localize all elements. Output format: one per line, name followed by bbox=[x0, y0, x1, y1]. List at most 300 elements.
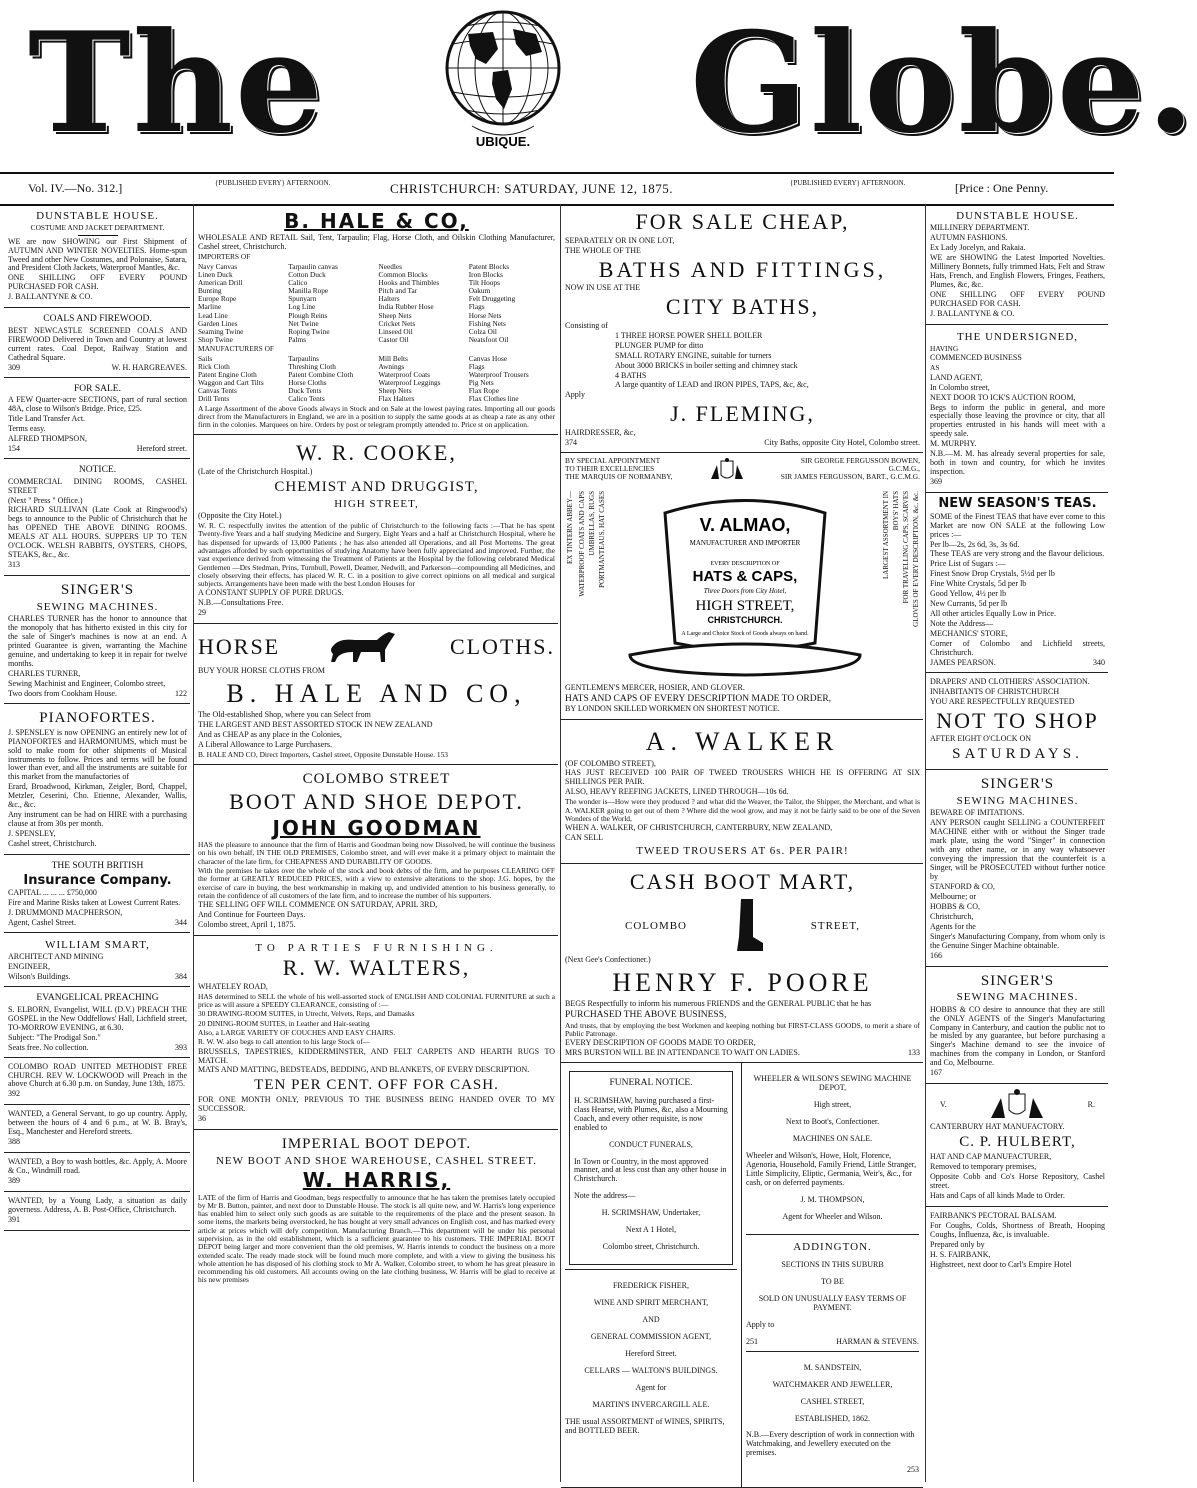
ad-wheeler-wilson bbox=[746, 1075, 919, 1234]
ad-offer: ONE SHILLING OFF EVERY POUND PURCHASED FOR CASH. bbox=[8, 273, 187, 292]
ad-heading: SINGER'S bbox=[980, 972, 1055, 989]
list-item: Mill Belts bbox=[378, 353, 408, 363]
ad-cooke bbox=[194, 435, 558, 624]
ad-body: WANTED, a General Servant, to go up country. Apply, between the hours of 4 and 6 p.m., at W. B. Bray's, Esq., Manchester and Hereford streets. bbox=[8, 1109, 187, 1137]
ad-line: G.C.M.G., bbox=[888, 464, 920, 474]
list-item: Linen Duck bbox=[198, 269, 233, 279]
ad-line: 30 DRAWING-ROOM SUITES, in Utrecht, Velvets, Reps, and Damasks bbox=[198, 1009, 415, 1019]
ad-line: Terms easy. bbox=[8, 424, 46, 434]
masthead bbox=[0, 0, 1197, 175]
list-item: Castor Oil bbox=[378, 335, 409, 345]
ad-line: In Colombo street, bbox=[930, 382, 990, 392]
ad-line: THE MARQUIS OF NORMANBY, bbox=[565, 472, 673, 482]
ad-line: Note the Address— bbox=[930, 619, 994, 629]
ad-line: A Liberal Allowance to Large Purchasers. bbox=[198, 740, 333, 750]
ad-body: RICHARD SULLIVAN (Late Cook at Ringwood's) begs to announce to the Public of Christchurch that he has OPENED THE ABOVE DINING ROOMS. MEALS AT ALL HOURS. SUPPERS UP TO TEN O'CLOCK. WELSH RABBITS, OYSTERS, CHOPS, STEAKS, &c., &c. bbox=[8, 505, 187, 560]
ad-signature: H. S. FAIRBANK, bbox=[930, 1249, 991, 1259]
ad-number: 344 bbox=[175, 918, 187, 928]
importers-list bbox=[198, 263, 555, 345]
ad-line: Colombo street, Christchurch. bbox=[602, 1242, 700, 1252]
hat-line: Three Doors from City Hotel, bbox=[703, 586, 787, 595]
ad-line: BY LONDON SKILLED WORKMEN ON SHORTEST NOTICE. bbox=[565, 704, 780, 714]
list-item: Cricket Nets bbox=[378, 318, 416, 328]
ad-line: AS bbox=[930, 363, 940, 373]
ad-line: Seats free. No collection. bbox=[8, 1042, 89, 1052]
ad-line: Good Yellow, 4½ per lb bbox=[930, 589, 1007, 599]
price: [Price : One Penny. bbox=[955, 181, 1049, 195]
ad-heading: W. R. COOKE, bbox=[296, 440, 457, 466]
ad-body: BEST NEWCASTLE SCREENED COALS AND FIREWOOD Delivered in Town and Country at lowest current rates. Coal Depot, Railway Station and Cathedral Square. bbox=[8, 325, 187, 362]
ad-line: Colombo street, April 1, 1875. bbox=[198, 920, 296, 930]
ad-line: (Next " Press " Office.) bbox=[8, 495, 83, 505]
ad-body: WHOLESALE AND RETAIL Sail, Tent, Tarpaulin; Flag, Horse Cloth, and Oilskin Clothing Manufacturer, Cashel street, Christchurch. bbox=[198, 233, 555, 252]
side-text: LARGEST ASSORTMENT IN bbox=[882, 490, 890, 579]
list-item: Flax Halters bbox=[378, 394, 415, 404]
list-item: Horse Cloths bbox=[288, 378, 327, 388]
list-item: Oakum bbox=[468, 286, 491, 296]
ad-line: Christchurch, bbox=[930, 911, 974, 921]
ad-number: 309 bbox=[8, 362, 20, 372]
ad-line: CELLARS — WALTON'S BUILDINGS. bbox=[584, 1365, 718, 1375]
ad-line: Prepared only by bbox=[930, 1239, 985, 1249]
list-item: Tarpaulin canvas bbox=[288, 261, 338, 271]
ad-wanted-governess bbox=[4, 1192, 190, 1231]
ad-line: 1 THREE HORSE POWER SHELL BOILER bbox=[615, 330, 763, 340]
manufacturers-list bbox=[198, 355, 555, 404]
ad-signature: J. FLEMING, bbox=[670, 401, 815, 427]
list-item: Fishing Nets bbox=[468, 318, 506, 328]
ad-number: 166 bbox=[930, 950, 942, 960]
ad-line: A large quantity of LEAD and IRON PIPES, TAPS, &c, &c, bbox=[615, 380, 809, 390]
ad-signature: H. SCRIMSHAW, Undertaker, bbox=[601, 1208, 701, 1218]
ad-line: B. HALE AND CO, Direct Importers, Cashel street, Opposite Dunstable House. 153 bbox=[198, 750, 449, 760]
ad-line: Price List of Sugars :— bbox=[930, 559, 1006, 569]
ad-heading: COALS AND FIREWOOD. bbox=[43, 314, 152, 325]
ad-notice-dining bbox=[4, 459, 190, 576]
ad-title: R. W. WALTERS, bbox=[282, 955, 471, 981]
ad-line: SIR JAMES FERGUSSON, BART., G.C.M.G. bbox=[780, 472, 920, 482]
ad-line: TO THEIR EXCELLENCIES bbox=[565, 464, 655, 474]
ad-city-baths bbox=[561, 204, 923, 453]
ad-heading: WHEELER & WILSON'S SEWING MACHINE DEPOT, bbox=[753, 1074, 912, 1093]
ad-name: JOHN GOODMAN bbox=[272, 815, 481, 840]
masthead-title-left: The bbox=[28, 1, 325, 164]
ad-address: Opposite Cobb and Co's Horse Repository, Cashel street. bbox=[930, 1171, 1105, 1190]
ad-number: 393 bbox=[175, 1042, 187, 1052]
ad-line: 20 DINING-ROOM SUITES, in Leather and Hair-seating bbox=[198, 1018, 370, 1028]
ad-heading: HORSE bbox=[198, 633, 281, 659]
ad-line: HATS AND CAPS OF EVERY DESCRIPTION MADE TO ORDER, bbox=[565, 693, 832, 704]
list-item: Tarpaulins bbox=[288, 353, 319, 363]
ad-number: 154 bbox=[8, 444, 20, 454]
ad-body: And trusts, that by employing the best Workmen and keeping nothing but FIRST-CLASS GOODS, to merit a share of Public Patronage. bbox=[565, 1020, 920, 1038]
list-item: Pitch and Tar bbox=[378, 286, 418, 296]
ad-line: (Next Gee's Confectioner.) bbox=[565, 955, 651, 965]
ad-heading: A. WALKER bbox=[645, 727, 840, 757]
ad-line: BRUSSELS, TAPESTRIES, KIDDERMINSTER, AND FELT CARPETS AND HEARTH RUGS TO MATCH. bbox=[198, 1046, 555, 1065]
ad-line: CAPITAL ... ... ... £750,000 bbox=[8, 888, 97, 898]
side-text: EX TINTERN ABBEY— bbox=[566, 490, 574, 564]
ad-subheading: GENERAL COMMISSION AGENT, bbox=[590, 1332, 712, 1342]
ad-boot-shoe-depot bbox=[194, 765, 558, 936]
ad-line: THE SELLING OFF WILL COMMENCE ON SATURDAY, APRIL 3RD, bbox=[198, 900, 438, 910]
ad-line: PURCHASED THE ABOVE BUSINESS, bbox=[565, 1010, 727, 1021]
ad-heading: THE SOUTH BRITISH bbox=[51, 861, 144, 872]
ad-line: New Currants, 5d per lb bbox=[930, 599, 1008, 609]
ad-number: 313 bbox=[8, 560, 20, 570]
publication-note-left: {PUBLISHED EVERY} AFTERNOON. bbox=[215, 179, 331, 187]
ad-signature: J. M. THOMPSON, bbox=[800, 1194, 865, 1204]
ad-heading: CLOTHS. bbox=[449, 633, 555, 659]
ad-line: PLUNGER PUMP for ditto bbox=[615, 340, 704, 350]
ad-line: R. bbox=[1087, 1099, 1095, 1109]
list-item: Waterproof Trousers bbox=[468, 369, 529, 379]
ad-number: 391 bbox=[8, 1214, 20, 1224]
list-item: Spunyarn bbox=[288, 294, 317, 304]
list-item: Horse Nets bbox=[468, 310, 502, 320]
horse-icon bbox=[325, 628, 405, 666]
ad-offer: TWEED TROUSERS AT 6s. PER PAIR! bbox=[636, 845, 849, 858]
list-item: Log Line bbox=[288, 302, 316, 312]
list-item: Flax Rope bbox=[468, 386, 499, 396]
ad-signature: W. H. HARGREAVES. bbox=[111, 362, 187, 372]
ad-colombo-church bbox=[4, 1058, 190, 1106]
ad-heading: ADDINGTON. bbox=[793, 1240, 872, 1253]
ad-body: WE are SHOWING the Latest Imported Novelties. Millinery Bonnets, fully trimmed Hats, Felt and Straw Hats, French, and English Flowers, Fringes, Feathers, Plumes, &c, &c. bbox=[930, 253, 1105, 290]
ad-line: (Late of the Christchurch Hospital.) bbox=[198, 467, 313, 477]
ad-line: Agent for bbox=[635, 1382, 667, 1392]
ad-line: Singer's Manufacturing Company, from whom only is the Genuine Singer Machine obtainable. bbox=[930, 931, 1105, 950]
ad-number: 29 bbox=[198, 608, 206, 618]
ad-subheading: SEWING MACHINES. bbox=[956, 991, 1079, 1004]
ad-subheading: HIGH STREET, bbox=[334, 497, 419, 510]
ad-line: CAN SELL bbox=[565, 833, 603, 843]
ad-pianofortes bbox=[4, 704, 190, 855]
ad-heading: FOR SALE CHEAP, bbox=[635, 209, 850, 234]
ad-heading: FAIRBANK'S PECTORAL BALSAM. bbox=[930, 1210, 1057, 1220]
ad-heading: DRAPERS' AND CLOTHIERS' ASSOCIATION. bbox=[930, 676, 1090, 686]
ad-line: Per lb—2s, 2s 6d, 3s, 3s 6d. bbox=[930, 539, 1020, 549]
ad-heading: SINGER'S bbox=[60, 582, 135, 599]
ad-address: City Baths, opposite City Hotel, Colombo street. bbox=[764, 437, 920, 447]
ad-sandstein bbox=[746, 1352, 919, 1476]
date-line: CHRISTCHURCH: SATURDAY, JUNE 12, 1875. bbox=[390, 181, 674, 196]
list-item: Waterproof Leggings bbox=[378, 378, 441, 388]
ad-evangelical bbox=[4, 987, 190, 1057]
ad-singer-beware bbox=[926, 770, 1108, 966]
ad-almao bbox=[561, 453, 923, 721]
ad-subheading: ARCHITECT AND MINING bbox=[8, 952, 104, 962]
ad-subheading: COSTUME AND JACKET DEPARTMENT. bbox=[30, 223, 165, 233]
ad-body: CHARLES TURNER has the honor to announce that the monopoly that has hitherto existed in this city for the sale of Singer's machines is now at an end. A printed Guarantee is given, warranting the Machine genuine, and undertaking to keep it in repair for twelve months. bbox=[8, 614, 187, 669]
ad-body: COLOMBO ROAD UNITED METHODIST FREE CHURCH. REV W. LOCKWOOD will Preach in the above Church at 6.30 p.m. on Sunday, June 13th, 1875. bbox=[8, 1061, 187, 1089]
royal-arms-icon bbox=[707, 457, 747, 483]
ad-line: SMALL ROTARY ENGINE, suitable for turners bbox=[615, 350, 772, 360]
ad-line: Ex Lady Jocelyn, and Rakaia. bbox=[930, 243, 1026, 253]
ad-title: BOOT AND SHOE DEPOT. bbox=[229, 789, 524, 815]
ad-body: In Town or Country, in the most approved manner, and at less cost than any other house in Christchurch. bbox=[574, 1156, 727, 1184]
list-item: Calico Tents bbox=[288, 394, 325, 404]
ad-subheading: COLOMBO bbox=[625, 919, 688, 932]
list-item: Needles bbox=[378, 261, 403, 271]
royal-arms-icon bbox=[987, 1088, 1047, 1122]
ad-heading: EVANGELICAL PREACHING bbox=[36, 993, 159, 1004]
ad-line: Consisting of bbox=[565, 320, 608, 330]
ad-funeral bbox=[561, 1063, 742, 1487]
ad-body: With the premises he takes over the whole of the stock and book debts of the firm, and he purposes CLEARING OFF the former at GREATLY REDUCED PRICES, with a view to extensive alterations to the shop. J.G. hopes, by the exercise of care in buying, the best workmanship in making up, and undivided attention to his business generally, to retain the confidence of all customers of the late firm, and to increase the number of his supporters. bbox=[198, 866, 555, 900]
ad-a-walker bbox=[561, 720, 923, 864]
ad-title: BATHS AND FITTINGS, bbox=[598, 256, 887, 282]
ad-line: 4 BATHS bbox=[615, 370, 647, 380]
ad-line: A CONSTANT SUPPLY OF PURE DRUGS. bbox=[198, 588, 344, 598]
list-item: Seaming Twine bbox=[198, 326, 244, 336]
ad-address: Cashel street, Christchurch. bbox=[8, 839, 97, 849]
volume-number: Vol. IV.—No. 312.] bbox=[28, 181, 123, 195]
list-item: Navy Canvas bbox=[198, 261, 238, 271]
list-item: Cotton Duck bbox=[288, 269, 326, 279]
side-text: PORTMANTEAUS, HAT CASES bbox=[598, 490, 606, 588]
ad-body: WANTED, a Boy to wash bottles, &c. Apply, A. Moore & Co., Windmill road. bbox=[8, 1157, 187, 1176]
ad-line: BY SPECIAL APPOINTMENT bbox=[565, 455, 661, 465]
ad-wanted-boy bbox=[4, 1153, 190, 1192]
ad-subheading: CANTERBURY HAT MANUFACTORY. bbox=[930, 1122, 1065, 1132]
ad-heading: FOR SALE. bbox=[74, 383, 121, 394]
ad-subheading: CHEMIST AND DRUGGIST, bbox=[274, 479, 479, 496]
ad-drapers bbox=[926, 673, 1108, 770]
ad-body: WANTED, by a Young Lady, a situation as daily governess. Address, A. B. Post-Office, Christchurch. bbox=[8, 1196, 187, 1215]
ad-fairbank bbox=[926, 1207, 1108, 1275]
ad-number: 167 bbox=[930, 1068, 942, 1078]
ad-subheading: ENGINEER, bbox=[8, 962, 50, 972]
ad-heading: FUNERAL NOTICE. bbox=[609, 1078, 693, 1089]
ad-line: HAIRDRESSER, &c, bbox=[565, 427, 636, 437]
ad-line: FOR ONE MONTH ONLY, PREVIOUS TO THE BUSINESS BEING HANDED OVER TO MY SUCCESSOR. bbox=[198, 1095, 555, 1114]
ad-line: Apply bbox=[565, 390, 585, 400]
ad-line: NEXT DOOR TO ICK'S AUCTION ROOM, bbox=[930, 392, 1076, 402]
list-item: Manilla Rope bbox=[288, 286, 329, 296]
ad-signature: J. DRUMMOND MACPHERSON, bbox=[8, 908, 123, 918]
list-item: Lead Line bbox=[198, 310, 228, 320]
ad-line: Removed to temporary premises, bbox=[930, 1161, 1037, 1171]
ad-heading: NOTICE. bbox=[78, 465, 117, 475]
ad-signature: M. MURPHY. bbox=[930, 439, 977, 449]
side-text: WATERPROOF COATS AND CAPS bbox=[578, 490, 586, 597]
ad-name: HENRY F. POORE bbox=[612, 967, 873, 997]
ad-line: SEPARATELY OR IN ONE LOT, bbox=[565, 235, 675, 245]
side-text: BOYS' HATS bbox=[892, 490, 900, 531]
ad-line: THE LARGEST AND BEST ASSORTED STOCK IN NEW ZEALAND bbox=[198, 720, 433, 730]
ad-body: J. SPENSLEY is now OPENING an entirely new lot of PIANOFORTES and HARMONIUMS, which must be sold to make room for other shipments of Musical instruments to follow. Prices and terms will be found lower than ever, and all the instruments are suitable for this market from the manufactories of bbox=[8, 727, 187, 782]
ad-body: WE are now SHOWING our First Shipment of AUTUMN AND WINTER NOVELTIES. Home-spun Tweed and other New Costumes, and Polonaise, Satara, and President Cloth Jackets, Waterproof Mantles, &c. bbox=[8, 236, 187, 273]
ad-line: Finest Snow Drop Crystals, 5½d per lb bbox=[930, 569, 1055, 579]
ad-body: H. SCRIMSHAW, having purchased a first-class Hearse, with Plumes, &c, also a Mourning Coach, and every other requisite, is now enabled to bbox=[574, 1095, 728, 1132]
list-item: Patent Engine Cloth bbox=[198, 369, 257, 379]
side-text: FOR TRAVELLING CAPS, SCARVES bbox=[902, 490, 910, 604]
ad-heading: NEW SEASON'S TEAS. bbox=[938, 496, 1097, 512]
ad-line: HAT AND CAP MANUFACTURER, bbox=[930, 1151, 1052, 1161]
ad-line: NOW IN USE AT THE bbox=[565, 283, 641, 293]
list-item: Duck Tents bbox=[288, 386, 322, 396]
ad-body: The wonder is—How were they produced ? and what did the Weaver, the Tailor, the Shipper, the Merchant, and what is A. WALKER going to get out of them ? Where did the wool grow, and may it not be fairly said to be one of the Seven Wonders of the World, bbox=[565, 797, 920, 823]
list-item: Canvas Tents bbox=[198, 386, 237, 396]
ad-line: COMMENCED BUSINESS bbox=[930, 353, 1022, 363]
ad-address: Corner of Colombo and Lichfield streets, Christchurch. bbox=[930, 639, 1105, 657]
ad-coals bbox=[4, 308, 190, 377]
list-item: Marline bbox=[198, 302, 222, 312]
hat-line: MANUFACTURER AND IMPORTER bbox=[689, 538, 801, 547]
ad-undersigned bbox=[926, 325, 1108, 493]
ad-heading: THE UNDERSIGNED, bbox=[956, 330, 1079, 343]
ad-subheading: IMPORTERS OF bbox=[198, 252, 251, 262]
publication-note-right: {PUBLISHED EVERY} AFTERNOON. bbox=[790, 179, 906, 187]
list-item: Flags bbox=[468, 361, 485, 371]
ad-line: MECHANICS' STORE, bbox=[930, 629, 1008, 639]
top-hat-icon bbox=[625, 483, 865, 683]
ad-number: 133 bbox=[908, 1048, 920, 1058]
ad-signature: CHARLES TURNER, bbox=[8, 668, 81, 678]
ad-line: Erard, Broadwood, Kirkman, Zeigler, Bord, Chappel, Metzler, Ceserini, Cho. Etienne, Alexander, Wallis, &c., &c. bbox=[8, 782, 187, 810]
ad-body: A Large Assortment of the above Goods always in Stock and on Sale at the lowest paying rates. Importing all our goods direct from the Manufacturers in England, we are in a position to supply the same goods at as cheap a rate as any other firm in the colonies. Marquees on hire. Orders by post or telegram promptly attended to. Price st on application. bbox=[198, 403, 555, 430]
ad-line: Fine White Crystals, 5d per lb bbox=[930, 579, 1027, 589]
ad-line: V. bbox=[940, 1099, 947, 1109]
ad-subheading: WATCHMAKER AND JEWELLER, bbox=[772, 1379, 893, 1389]
ad-number: 340 bbox=[1093, 657, 1105, 667]
list-item: Patent Combine Cloth bbox=[288, 369, 354, 379]
ad-line: And Continue for Fourteen Days. bbox=[198, 910, 306, 920]
list-item: India Rubber Hose bbox=[378, 302, 434, 312]
list-item: Pig Nets bbox=[468, 378, 494, 388]
ad-subheading: AUTUMN FASHIONS. bbox=[930, 233, 1008, 243]
ad-line: Sewing Machinist and Engineer, Colombo street, bbox=[8, 678, 166, 688]
ad-address: Hereford Street. bbox=[625, 1349, 677, 1359]
ad-dunstable-millinery bbox=[926, 204, 1108, 325]
hat-name: V. ALMAO, bbox=[699, 514, 791, 535]
ad-body: ANY PERSON caught SELLING a COUNTERFEIT MACHINE either with or without the Singer trade mark plate, using the word "Singer" in connection with any other name, or in any way whatsoever conveying the impression that the counterfeit is a Singer, will be PROSECUTED without further notice by bbox=[930, 818, 1105, 881]
ad-signature: JAMES PEARSON. bbox=[930, 657, 996, 667]
list-item: Plough Reins bbox=[288, 310, 328, 320]
ad-body: S. ELBORN, Evangelist, WILL (D.V.) PREACH THE GOSPEL in the New Oddfellows' Hall, Lichfield street, TO-MORROW EVENING, at 6.30. bbox=[8, 1004, 187, 1032]
ad-number: 253 bbox=[907, 1465, 919, 1475]
list-item: American Drill bbox=[198, 277, 243, 287]
ad-line: MATS AND MATTING, BEDSTEADS, BEDDING, AND BLANKETS, OF EVERY DESCRIPTION. bbox=[198, 1065, 530, 1075]
ad-line: N.B.—Consultations Free. bbox=[198, 598, 284, 608]
list-item: Palms bbox=[288, 335, 307, 345]
ad-signature: STANFORD & CO, bbox=[930, 881, 995, 891]
ad-body: SOME of the Finest TEAS that have ever come to this Market are now ON SALE at the following Low prices :— bbox=[930, 511, 1105, 539]
ad-line: SIR GEORGE FERGUSSON BOWEN, bbox=[800, 455, 920, 465]
ad-cash-boot-mart bbox=[561, 864, 923, 1063]
ad-subheading: NEW BOOT AND SHOE WAREHOUSE, CASHEL STREET. bbox=[215, 1154, 538, 1167]
ad-line: High street, bbox=[813, 1100, 852, 1110]
masthead-title-right: Globe. bbox=[690, 1, 1197, 164]
list-item: Hooks and Thimbles bbox=[378, 277, 440, 287]
side-text: GLOVES OF EVERY DESCRIPTION, &c, &c. bbox=[912, 490, 920, 627]
hat-title: HATS & CAPS, bbox=[692, 567, 798, 585]
ad-line: Note the address— bbox=[574, 1191, 636, 1201]
ad-hulbert bbox=[926, 1084, 1108, 1207]
ad-line: BEWARE OF IMITATIONS. bbox=[930, 808, 1025, 818]
ad-line: About 3000 BRICKS in boiler setting and chimney stack bbox=[615, 360, 798, 370]
ad-subheading: COMMERCIAL DINING ROOMS, CASHEL STREET bbox=[8, 476, 187, 495]
ad-number: 374 bbox=[565, 437, 577, 447]
ad-line: HAVING bbox=[930, 344, 959, 354]
ad-address: Hereford street. bbox=[136, 444, 187, 454]
list-item: Iron Blocks bbox=[468, 269, 504, 279]
ad-wanted-servant bbox=[4, 1105, 190, 1153]
ad-signature: ALFRED THOMPSON, bbox=[8, 434, 87, 444]
ad-signature: J. BALLANTYNE & CO. bbox=[930, 308, 1015, 318]
ad-line: HOBBS & CO, bbox=[930, 901, 981, 911]
ad-line: INHABITANTS OF CHRISTCHURCH bbox=[930, 686, 1060, 696]
list-item: Halters bbox=[378, 294, 400, 304]
list-item: Neatsfoot Oil bbox=[468, 335, 509, 345]
ad-signature: J. BALLANTYNE & CO. bbox=[8, 292, 93, 302]
ad-line: THE WHOLE OF THE bbox=[565, 245, 641, 255]
ad-line: The Old-established Shop, where you can Select from bbox=[198, 710, 371, 720]
ad-grid-lower bbox=[561, 1063, 923, 1488]
ad-body: For Coughs, Colds, Shortness of Breath, Hooping Coughs, Influenza, &c, is invaluable. bbox=[930, 1220, 1105, 1239]
ad-offer: ONE SHILLING OFF EVERY POUND PURCHASED FOR CASH. bbox=[930, 289, 1105, 308]
column-3 bbox=[560, 204, 923, 1482]
ad-column-right bbox=[742, 1063, 923, 1487]
ad-singer-turner bbox=[4, 576, 190, 704]
ad-line: BUY YOUR HORSE CLOTHS FROM bbox=[198, 666, 325, 676]
ad-subheading: MILLINERY DEPARTMENT. bbox=[930, 223, 1030, 233]
list-item: Calico bbox=[288, 277, 308, 287]
ad-line: TO BE bbox=[821, 1276, 844, 1286]
list-item: Waggon and Cart Tilts bbox=[198, 378, 264, 388]
ad-heading: TO PARTIES FURNISHING. bbox=[255, 942, 498, 954]
ad-body: HAS determined to SELL the whole of his well-assorted stock of ENGLISH AND COLONIAL FURNITURE at such a price as will assure a SPEEDY CLEARANCE, consisting of :— bbox=[198, 991, 555, 1010]
ad-line: WHEN A. WALKER, OF CHRISTCHURCH, CANTERBURY, NEW ZEALAND, bbox=[565, 823, 833, 833]
ad-line: Title Land Transfer Act. bbox=[8, 414, 86, 424]
ad-subheading: WHATELEY ROAD, bbox=[198, 981, 268, 991]
ad-signature: HARMAN & STEVENS. bbox=[836, 1336, 919, 1346]
list-item: Threshing Cloth bbox=[288, 361, 336, 371]
ad-subheading: WINE AND SPIRIT MERCHANT, bbox=[593, 1298, 709, 1308]
ad-body: A FEW Quarter-acre SECTIONS, part of rural section 48A, close to Wilson's Bridge. Price, £25. bbox=[8, 395, 187, 414]
ad-line: GENTLEMEN'S MERCER, HOSIER, AND GLOVER. bbox=[565, 682, 745, 692]
ad-walters bbox=[194, 936, 558, 1130]
ad-body: W. R. C. respectfully invites the attention of the public of Christchurch to the following facts :—That he has spent Twenty-five Years and a half studying Medicine and Surgery, Eight Years and a half at Christchurch Hospital, where he has dispensed for upwards of 13,000 Patients ; he has also attended all Operations, and all Post Mortems. The great advantages afforded by such opportunities of studying Anatomy have been fully appreciated and improved. Further, the vast experience derived from witnessing the Treatment of Patients at the Hospital by the following celebrated Medical Gentlemen —Drs Stedman, Prins, Turnbull, Powell, Deamer, Nedwill, and Parkerson—compounding all Medicines, and closely observing their effects, has placed W. R. C. in a position to give correct opinions on all medical and surgical subjects. Arrangements have been made with the best London Houses for bbox=[198, 521, 555, 589]
ad-line: And as CHEAP as any place in the Colonies, bbox=[198, 730, 342, 740]
ad-heading: DUNSTABLE HOUSE. bbox=[36, 210, 159, 222]
ad-address: Wilson's Buildings. bbox=[8, 972, 71, 982]
ad-number: 392 bbox=[8, 1089, 20, 1099]
ad-line: Agent for Wheeler and Wilson. bbox=[782, 1211, 883, 1221]
hat-line: HIGH STREET, bbox=[695, 597, 795, 614]
ad-body: HAS JUST RECEIVED 100 PAIR OF TWEED TROUSERS WHICH HE IS OFFERING AT SIX SHILLINGS PER PAIR. bbox=[565, 768, 920, 787]
ad-line: Hats and Caps of all kinds Made to Order. bbox=[930, 1190, 1065, 1200]
hat-illustration bbox=[565, 483, 920, 683]
ad-number: 388 bbox=[8, 1137, 20, 1147]
ad-name: C. P. HULBERT, bbox=[959, 1134, 1076, 1151]
list-item: Net Twine bbox=[288, 318, 319, 328]
motto-text: UBIQUE. bbox=[475, 134, 531, 149]
ad-subheading: (OF COLOMBO STREET), bbox=[565, 758, 656, 768]
ad-b-hale bbox=[194, 204, 558, 435]
ad-address: Highstreet, next door to Carl's Empire Hotel bbox=[930, 1259, 1072, 1269]
ad-heading: DUNSTABLE HOUSE. bbox=[956, 210, 1079, 222]
list-item: Rick Cloth bbox=[198, 361, 230, 371]
list-item: Sails bbox=[198, 353, 213, 363]
ad-heading: SINGER'S bbox=[980, 776, 1055, 793]
ad-heading: M. SANDSTEIN, bbox=[803, 1362, 862, 1372]
side-text: UMBRELLAS, RUGS bbox=[588, 490, 596, 556]
ad-line: EVERY DESCRIPTION OF GOODS MADE TO ORDER, bbox=[565, 1038, 756, 1048]
list-item: Awnings bbox=[378, 361, 405, 371]
ad-body: Fire and Marine Risks taken at Lowest Current Rates. bbox=[8, 898, 181, 908]
